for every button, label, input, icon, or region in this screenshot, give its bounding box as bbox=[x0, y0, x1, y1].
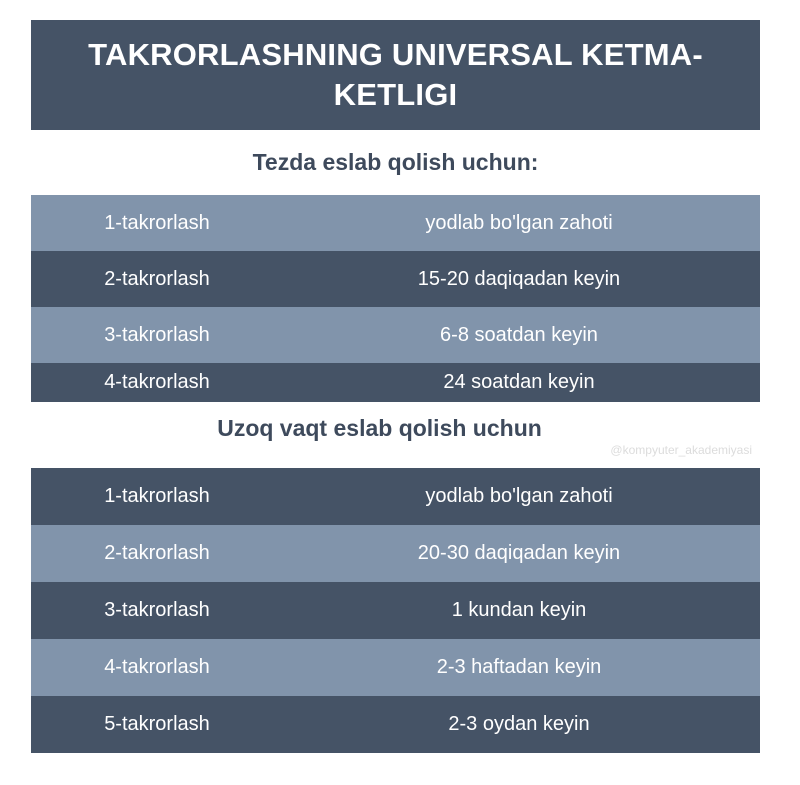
step-cell: 3-takrorlash bbox=[104, 599, 210, 621]
table-row bbox=[31, 195, 760, 251]
step-cell: 1-takrorlash bbox=[104, 485, 210, 507]
table-row bbox=[31, 582, 760, 639]
table-row bbox=[31, 468, 760, 525]
step-cell: 2-takrorlash bbox=[104, 267, 210, 290]
watermark: @kompyuter_akademiyasi bbox=[610, 443, 752, 457]
page-title: TAKRORLASHNING UNIVERSAL KETMA-KETLIGI bbox=[88, 37, 703, 112]
section-heading-long-term: Uzoq vaqt eslab qolish uchun bbox=[217, 415, 542, 441]
step-cell: 4-takrorlash bbox=[104, 656, 210, 678]
quick-recall-table bbox=[31, 195, 760, 402]
time-cell: yodlab bo'lgan zahoti bbox=[425, 485, 613, 507]
time-cell: 2-3 oydan keyin bbox=[448, 713, 590, 735]
table-row bbox=[31, 696, 760, 753]
time-cell: 6-8 soatdan keyin bbox=[440, 323, 598, 346]
section-heading-quick: Tezda eslab qolish uchun: bbox=[252, 149, 539, 175]
table-row bbox=[31, 363, 760, 402]
step-cell: 4-takrorlash bbox=[104, 371, 210, 393]
time-cell: 1 kundan keyin bbox=[451, 599, 587, 621]
table-row bbox=[31, 307, 760, 363]
step-cell: 5-takrorlash bbox=[104, 713, 210, 735]
step-cell: 2-takrorlash bbox=[104, 542, 210, 564]
time-cell: 20-30 daqiqadan keyin bbox=[417, 542, 621, 564]
table-row bbox=[31, 251, 760, 307]
time-cell: 2-3 haftadan keyin bbox=[436, 656, 602, 678]
time-cell: yodlab bo'lgan zahoti bbox=[425, 211, 613, 234]
step-cell: 1-takrorlash bbox=[104, 211, 210, 234]
long-term-recall-table bbox=[31, 468, 760, 753]
step-cell: 3-takrorlash bbox=[104, 323, 210, 346]
table-row bbox=[31, 525, 760, 582]
title-banner bbox=[31, 20, 760, 130]
table-row bbox=[31, 639, 760, 696]
time-cell: 15-20 daqiqadan keyin bbox=[417, 267, 621, 290]
time-cell: 24 soatdan keyin bbox=[443, 371, 595, 393]
